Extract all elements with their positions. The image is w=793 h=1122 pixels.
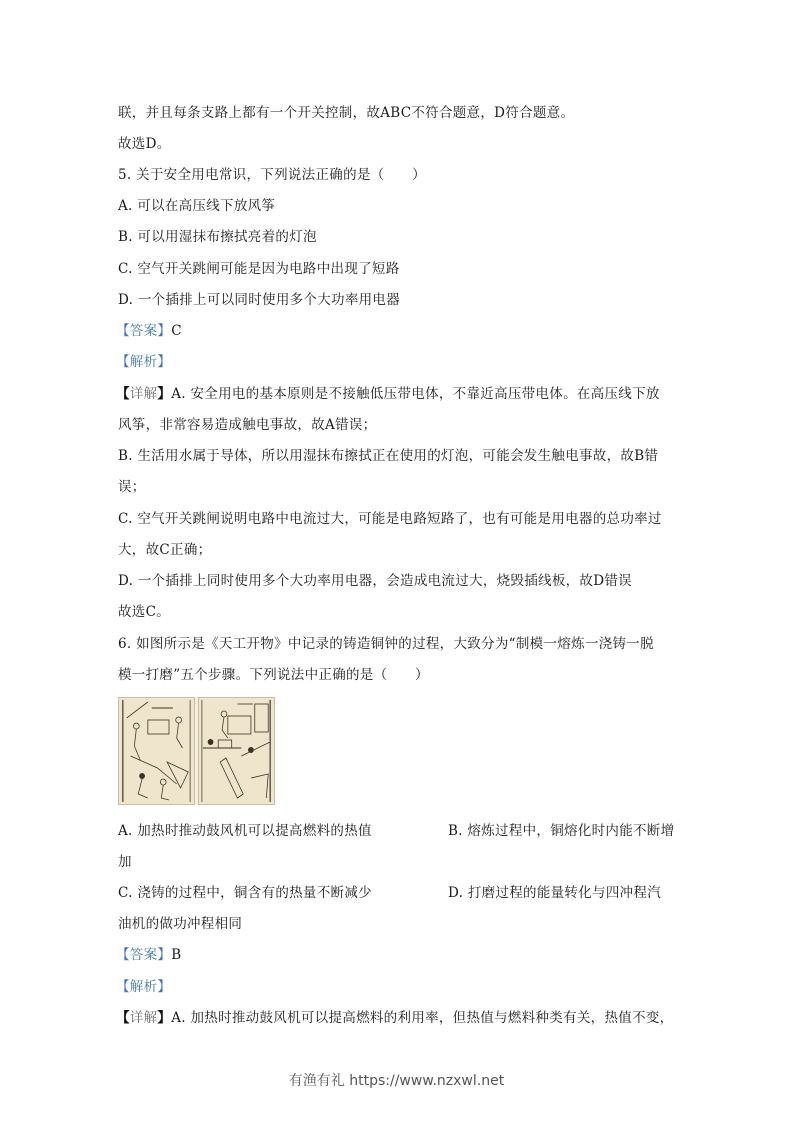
q5-analysis-label xyxy=(116,353,171,371)
q5-option-b: B. 可以用湿抹布擦拭亮着的灯泡 xyxy=(118,229,317,245)
site-watermark: 有渔有礼 https://www.nzxwl.net xyxy=(288,1073,505,1089)
q5-detail-line-6: 大，故C正确； xyxy=(118,542,212,558)
woodblock-figures-icon xyxy=(119,698,194,804)
q5-detail-line-3: B. 生活用水属于导体，所以用湿抹布擦拭正在使用的灯泡，可能会发生触电事故，故B错 xyxy=(118,448,659,464)
q6-detail-line-1: 【详解】A. 加热时推动鼓风机可以提高燃料的利用率，但热值与燃料种类有关，热值不变， xyxy=(116,1010,674,1026)
q6-option-a: A. 加热时推动鼓风机可以提高燃料的热值 xyxy=(118,823,372,839)
q6-stem-line-2: 模一打磨”五个步骤。下列说法中正确的是（ ） xyxy=(118,667,429,683)
q5-detail-line-2: 风筝，非常容易造成触电事故，故A错误； xyxy=(118,417,377,433)
q5-option-a: A. 可以在高压线下放风筝 xyxy=(118,198,276,214)
q5-detail-line-4: 误； xyxy=(118,479,146,495)
q6-option-b: B. 熔炼过程中，铜熔化时内能不断增 xyxy=(448,823,675,839)
analysis-label: 【解析】 xyxy=(116,979,172,995)
answer-label: 【答案】 xyxy=(116,323,172,339)
illustration-right-page xyxy=(198,697,275,805)
q5-option-c: C. 空气开关跳闸可能是因为电路中出现了短路 xyxy=(118,261,400,277)
q6-option-d: D. 打磨过程的能量转化与四冲程汽 xyxy=(448,885,662,901)
prev-explanation-line: 联，并且每条支路上都有一个开关控制，故ABC不符合题意，D符合题意。 xyxy=(118,105,575,121)
q6-option-b-continued: 加 xyxy=(118,854,132,870)
q6-stem-line-1: 6. 如图所示是《天工开物》中记录的铸造铜钟的过程，大致分为“制模一熔炼一浇铸一脱 xyxy=(118,636,654,652)
q5-conclusion: 故选C。 xyxy=(118,604,171,620)
woodblock-workshop-icon xyxy=(199,698,274,804)
answer-label: 【答案】 xyxy=(116,947,172,963)
q5-detail-line-1: 【详解】A. 安全用电的基本原则是不接触低压带电体，不靠近高压带电体。在高压线下放 xyxy=(116,386,660,402)
q5-answer xyxy=(116,322,182,340)
detail-label: 详解 xyxy=(129,1010,158,1026)
q5-detail-line-7: D. 一个插排上同时使用多个大功率用电器，会造成电流过大，烧毁插线板，故D错误 xyxy=(118,573,632,589)
q6-option-c: C. 浇铸的过程中，铜含有的热量不断减少 xyxy=(118,885,372,901)
q5-stem: 5. 关于安全用电常识，下列说法正确的是（ ） xyxy=(118,167,426,183)
prev-conclusion: 故选D。 xyxy=(118,136,171,152)
q6-option-d-continued: 油机的做功冲程相同 xyxy=(118,916,243,932)
q5-detail-line-5: C. 空气开关跳闸说明电路中电流过大，可能是电路短路了，也有可能是用电器的总功率过 xyxy=(118,511,662,527)
q6-analysis-label xyxy=(116,978,171,996)
tiangong-kaiwu-illustration xyxy=(118,697,275,805)
analysis-label: 【解析】 xyxy=(116,354,172,370)
answer-value: C xyxy=(171,323,182,339)
answer-value: B xyxy=(171,947,182,963)
illustration-left-page xyxy=(118,697,195,805)
q6-answer xyxy=(116,946,181,964)
detail-label: 详解 xyxy=(129,386,158,402)
q5-option-d: D. 一个插排上可以同时使用多个大功率用电器 xyxy=(118,292,401,308)
